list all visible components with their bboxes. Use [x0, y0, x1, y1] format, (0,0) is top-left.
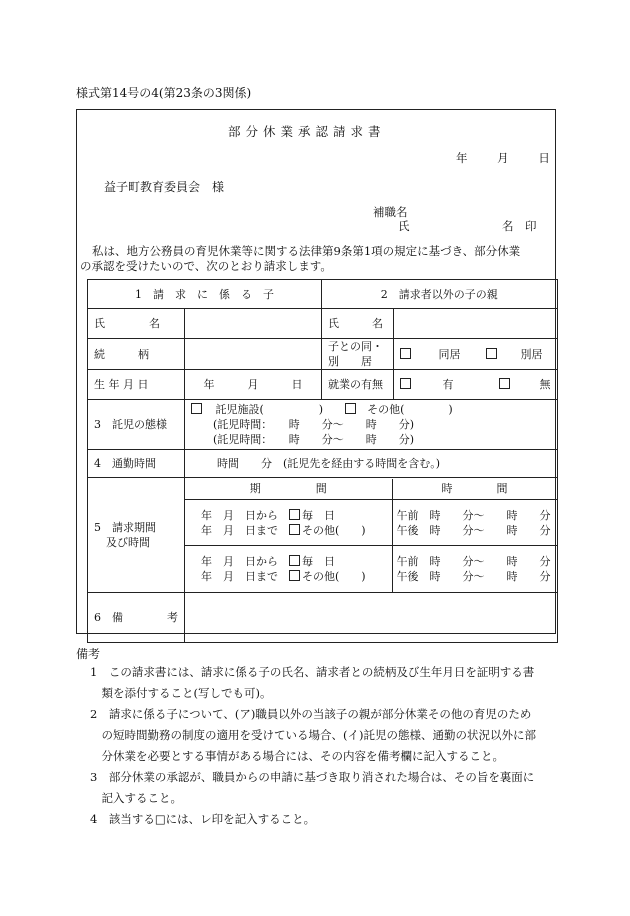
notes-list — [90, 662, 536, 830]
name-label: 氏 — [398, 219, 410, 233]
relation-label: 続 柄 — [88, 339, 185, 370]
time-block-1 — [392, 500, 557, 546]
cohabit-label-line1: 子との同・ — [328, 340, 383, 353]
form-title: 部分休業承認請求書 — [228, 124, 386, 139]
period-subtable — [185, 479, 557, 592]
cohabit-label — [322, 339, 394, 370]
period-cell — [185, 478, 558, 593]
notes-title: 備考 — [76, 647, 101, 661]
form-number: 様式第14号の4(第23条の3関係) — [76, 86, 252, 100]
other-checkbox-1[interactable] — [289, 524, 300, 535]
care-details — [185, 400, 558, 450]
parent-name-label: 氏 名 — [322, 309, 394, 339]
every-day-label-2: 毎 日 — [302, 554, 335, 568]
period-label-line1: 5 請求期間 — [94, 521, 156, 534]
period-block-1 — [185, 500, 392, 546]
child-name-field[interactable] — [185, 309, 322, 339]
note-line: 1 この請求書には、請求に係る子の氏名、請求者との続柄及び生年月日を証明する書 — [90, 665, 535, 679]
cohabit-same-checkbox[interactable] — [400, 348, 411, 359]
relation-field[interactable] — [185, 339, 322, 370]
date-year-label: 年 — [456, 151, 468, 165]
every-day-label-1: 毎 日 — [302, 508, 335, 522]
time-am-1: 午前 時 分〜 時 分 — [396, 508, 551, 522]
remarks-field[interactable] — [185, 593, 558, 643]
period-label — [88, 478, 185, 593]
period-label-line2: 及び時間 — [106, 536, 150, 549]
time-block-2 — [392, 546, 557, 592]
addressee: 益子町教育委員会 様 — [104, 180, 225, 194]
time-header: 時 間 — [392, 479, 557, 500]
other-label-1: その他( ) — [302, 523, 366, 537]
care-label: 3 託児の態様 — [88, 400, 185, 450]
request-table — [87, 279, 558, 643]
employment-yes-checkbox[interactable] — [400, 378, 411, 389]
cohabit-separate-label: 別居 — [520, 347, 543, 361]
care-time-2: (託児時間： 時 分〜 時 分) — [213, 433, 415, 446]
seal-label: 名 印 — [502, 219, 537, 233]
care-facility-label: 託児施設( ) — [215, 403, 324, 416]
care-time-1: (託児時間： 時 分〜 時 分) — [213, 418, 415, 431]
section1-header: 1 請 求 に 係 る 子 — [88, 280, 322, 309]
period-to-2: 年 月 日まで — [201, 569, 278, 583]
cohabit-label-line2: 別 居 — [328, 355, 372, 368]
cohabit-same-label: 同居 — [438, 347, 461, 361]
note-line: 記入すること。 — [90, 791, 182, 805]
commute-value[interactable]: 時間 分 (託児先を経由する時間を含む。) — [185, 450, 558, 478]
birthdate-label: 生 年 月 日 — [88, 370, 185, 400]
time-pm-1: 午後 時 分〜 時 分 — [396, 523, 551, 537]
birthdate-field[interactable]: 年 月 日 — [185, 370, 322, 400]
care-other-label: その他( ) — [367, 403, 453, 416]
period-header: 期 間 — [185, 479, 392, 500]
time-pm-2: 午後 時 分〜 時 分 — [396, 569, 551, 583]
period-from-1: 年 月 日から — [201, 508, 278, 522]
parent-name-field[interactable] — [394, 309, 558, 339]
note-line: 類を添付すること(写しでも可)。 — [90, 686, 272, 700]
commute-label: 4 通勤時間 — [88, 450, 185, 478]
employment-yes-label: 有 — [442, 378, 454, 391]
care-facility-checkbox[interactable] — [191, 403, 202, 414]
employment-no-checkbox[interactable] — [499, 378, 510, 389]
remarks-label: 6 備 考 — [88, 593, 185, 643]
cohabit-options — [394, 339, 558, 370]
other-label-2: その他( ) — [302, 569, 366, 583]
section2-header: 2 請求者以外の子の親 — [322, 280, 558, 309]
child-name-label: 氏 名 — [88, 309, 185, 339]
date-line — [456, 150, 550, 166]
note-line: 3 部分休業の承認が、職員からの申請に基づき取り消された場合は、その旨を裏面に — [90, 770, 535, 784]
cohabit-separate-checkbox[interactable] — [486, 348, 497, 359]
period-to-1: 年 月 日まで — [201, 523, 278, 537]
intro-line-2: の承認を受けたいので、次のとおり請求します。 — [80, 259, 332, 273]
every-day-checkbox-1[interactable] — [289, 509, 300, 520]
intro-line-1: 私は、地方公務員の育児休業等に関する法律第9条第1項の規定に基づき、部分休業 — [92, 244, 521, 258]
other-checkbox-2[interactable] — [289, 570, 300, 581]
every-day-checkbox-2[interactable] — [289, 555, 300, 566]
note-line: 2 請求に係る子について、(ア)職員以外の当該子の親が部分休業その他の育児のため — [90, 707, 532, 721]
position-label: 補職名 — [373, 205, 408, 219]
employment-label: 就業の有無 — [322, 370, 394, 400]
note-line: 分休業を必要とする事情がある場合には、その内容を備考欄に記入すること。 — [90, 749, 504, 763]
date-month-label: 月 — [497, 151, 509, 165]
note-line: 4 該当する□には、レ印を記入すること。 — [90, 812, 316, 826]
note-line: の短時間勤務の制度の適用を受けている場合、(イ)託児の態様、通勤の状況以外に部 — [90, 728, 536, 742]
time-am-2: 午前 時 分〜 時 分 — [396, 554, 551, 568]
care-other-checkbox[interactable] — [345, 403, 356, 414]
period-from-2: 年 月 日から — [201, 554, 278, 568]
period-block-2 — [185, 546, 392, 592]
date-day-label: 日 — [538, 151, 550, 165]
employment-no-label: 無 — [539, 378, 551, 391]
employment-options — [394, 370, 558, 400]
